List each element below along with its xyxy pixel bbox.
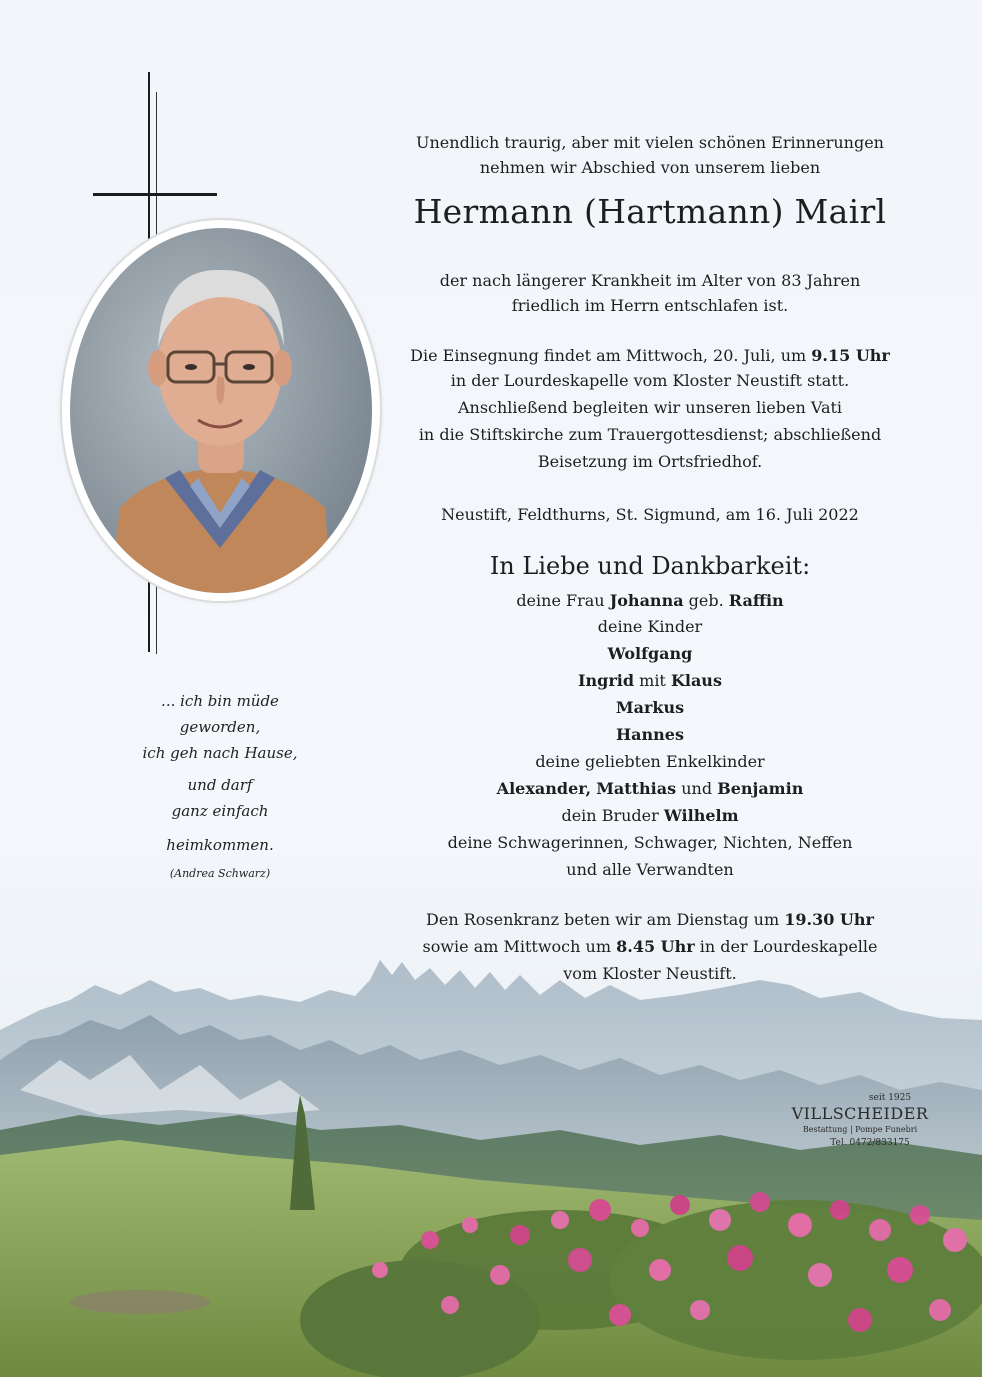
ceremony-line: Anschließend begleiten wir unseren lieben Vati (457, 398, 843, 417)
rosary-text: in der Lourdeskapelle (699, 937, 878, 956)
quote-line: ... ich bin müde (161, 692, 279, 710)
mourner-label: und alle Verwandten (566, 860, 734, 879)
mourners-heading: In Liebe und Dankbarkeit: (489, 552, 811, 580)
mourner-name: Raffin (728, 591, 784, 610)
logo-name: VILLSCHEIDER (791, 1104, 929, 1123)
quote-line: und darf (187, 776, 253, 794)
rosary-text: Den Rosenkranz beten wir am Dienstag um (426, 910, 780, 929)
quote-line: geworden, (179, 718, 261, 736)
death-info-line: friedlich im Herrn entschlafen ist. (511, 296, 789, 315)
mourner-name: Wilhelm (663, 806, 739, 825)
mourner-name: Ingrid (578, 671, 635, 690)
rosary-line (390, 907, 910, 932)
mourner-brother (390, 803, 910, 828)
mourner-label: dein Bruder (561, 806, 659, 825)
mourner-name: Klaus (670, 671, 722, 690)
quote-line: ganz einfach (171, 802, 269, 820)
quote-author: (Andrea Schwarz) (169, 867, 271, 880)
ceremony-time: 9.15 Uhr (811, 346, 890, 365)
death-info-line: der nach längerer Krankheit im Alter von 83 Jahren (439, 271, 861, 290)
mourner-label: geb. (688, 591, 724, 610)
mourner-name: Johanna (609, 591, 684, 610)
rosary-time: 19.30 Uhr (784, 910, 874, 929)
mourner-name: Matthias (596, 779, 677, 798)
mourner-grandchildren (390, 776, 910, 801)
ceremony-text: Die Einsegnung findet am Mittwoch, 20. Juli, um (410, 346, 807, 365)
mourner-name: Wolfgang (607, 644, 693, 663)
mourner-wife (390, 588, 910, 613)
rosary-text: sowie am Mittwoch um (422, 937, 612, 956)
ceremony-line: in die Stiftskirche zum Trauergottesdienst; abschließend (418, 425, 882, 444)
quote-line: ich geh nach Hause, (142, 744, 298, 762)
mourner-name: Markus (615, 698, 685, 717)
logo-since: seit 1925 (868, 1093, 912, 1103)
logo-services: Bestattung | Pompe Funebri (802, 1125, 918, 1134)
place-date: Neustift, Feldthurns, St. Sigmund, am 16. Juli 2022 (441, 505, 859, 524)
funeral-home-logo (786, 1093, 934, 1150)
rosary-time: 8.45 Uhr (616, 937, 695, 956)
mourner-child (390, 668, 910, 693)
intro-line: Unendlich traurig, aber mit vielen schönen Erinnerungen (416, 133, 884, 152)
mourner-label: mit (639, 671, 666, 690)
ceremony-line (390, 343, 910, 368)
mourner-label: und (681, 779, 713, 798)
mourner-label: deine Frau (516, 591, 605, 610)
rosary-line: vom Kloster Neustift. (563, 964, 737, 983)
logo-phone: Tel. 0472/833175 (830, 1138, 910, 1148)
quote-line: heimkommen. (166, 836, 274, 854)
intro-line: nehmen wir Abschied von unserem lieben (479, 158, 821, 177)
mountain-landscape (0, 940, 982, 1377)
mourner-name: Benjamin (717, 779, 804, 798)
ceremony-line: Beisetzung im Ortsfriedhof. (537, 452, 763, 471)
mourner-label: deine Kinder (597, 617, 703, 636)
mourner-label: deine Schwagerinnen, Schwager, Nichten, Neffen (447, 833, 853, 852)
portrait-illustration (70, 228, 372, 593)
cross-horizontal-bar (93, 193, 217, 196)
deceased-name: Hermann (Hartmann) Mairl (413, 192, 887, 231)
mourner-name: Alexander, (496, 779, 592, 798)
ceremony-line: in der Lourdeskapelle vom Kloster Neustift statt. (450, 371, 850, 390)
mourner-name: Hannes (616, 725, 684, 744)
portrait-photo (70, 228, 372, 593)
rosary-line (390, 934, 910, 959)
mourner-label: deine geliebten Enkelkinder (535, 752, 765, 771)
